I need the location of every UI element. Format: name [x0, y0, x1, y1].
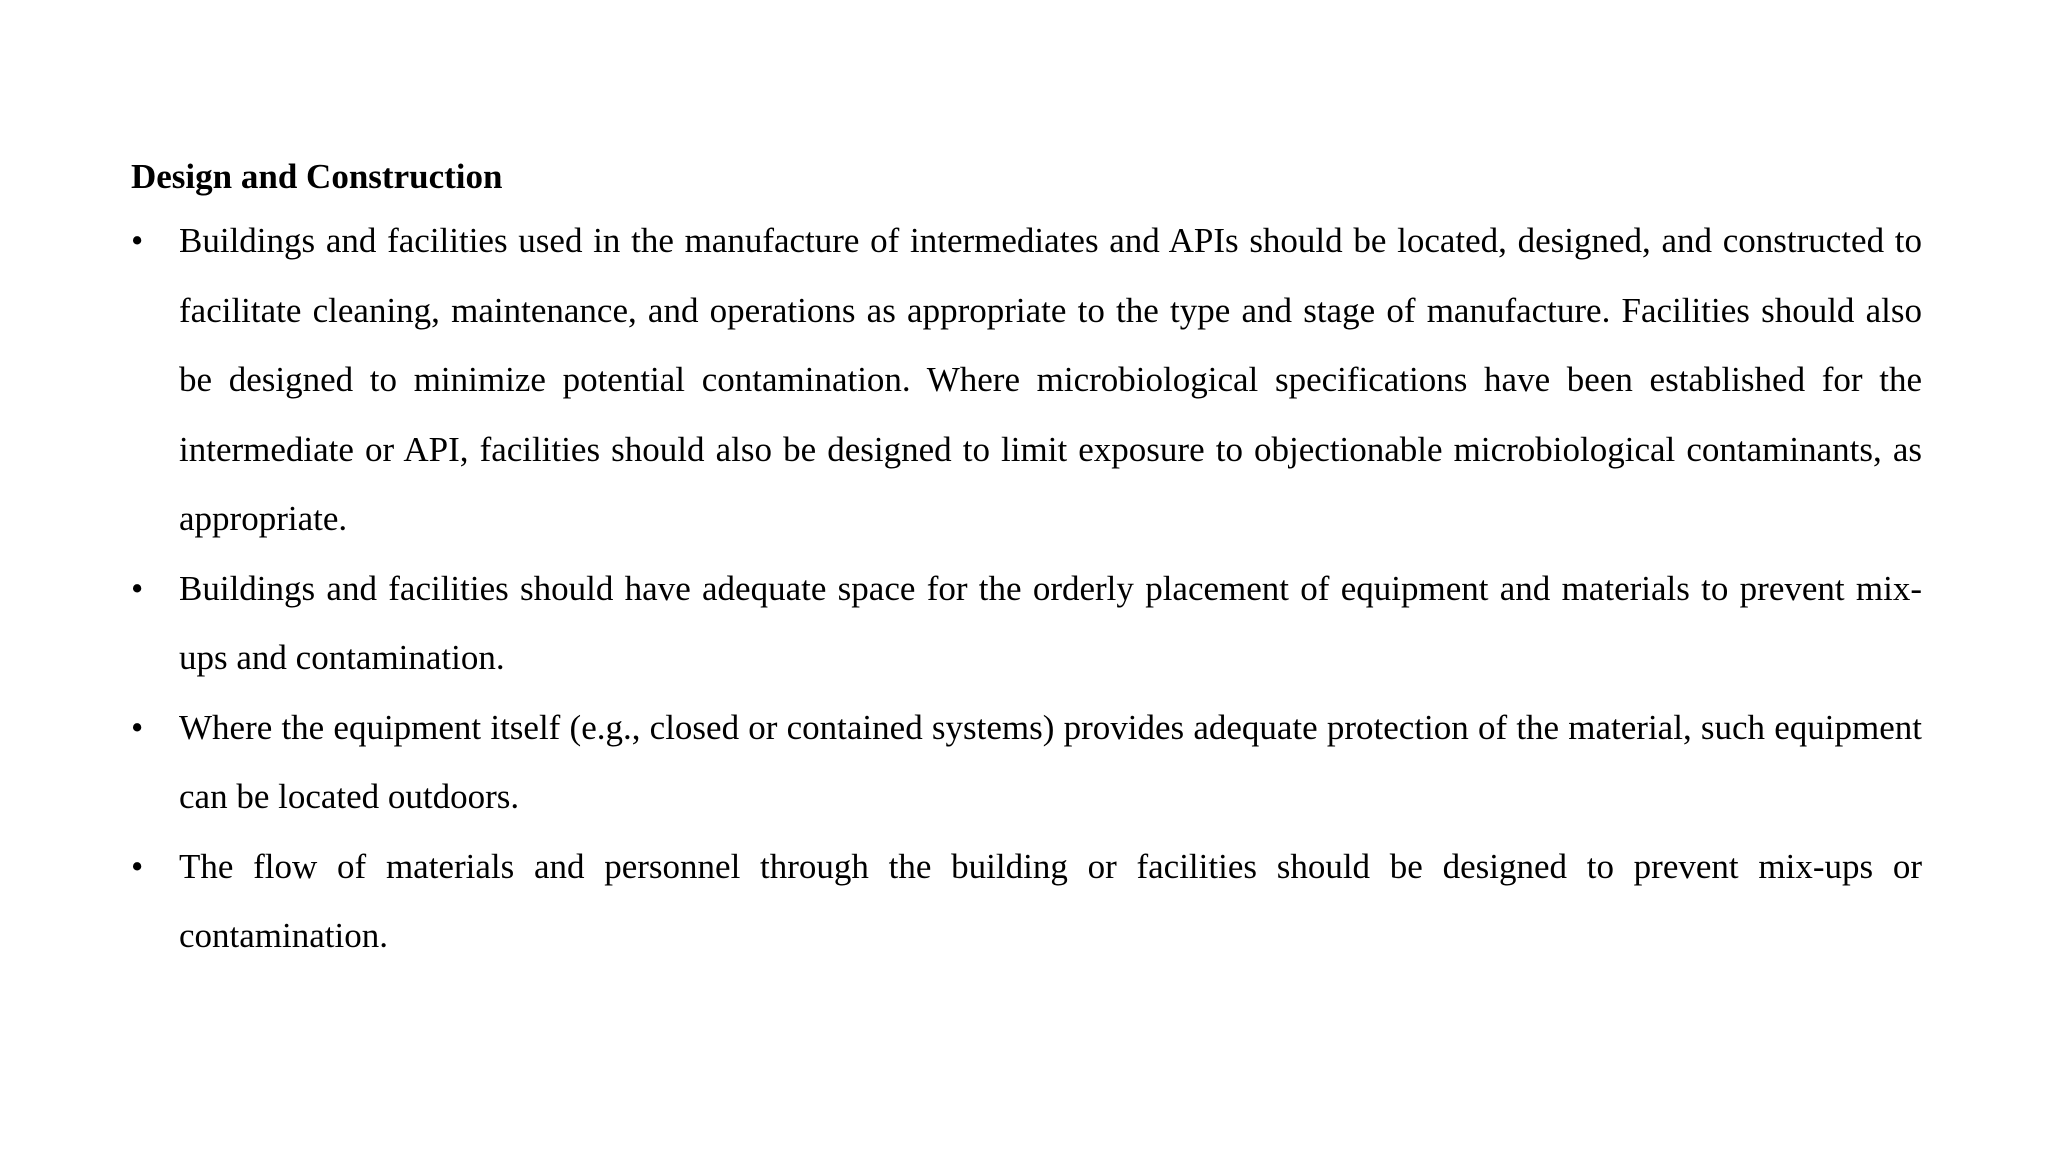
- bullet-item: [131, 554, 1922, 693]
- bullet-list: [131, 206, 1922, 971]
- section-heading: Design and Construction: [131, 157, 503, 196]
- bullet-text: Buildings and facilities used in the manufacture of intermediates and APIs should be located, designed, and constructed to facilitate cleaning, maintenance, and operations as appropriate to the type and stage of manufacture. Facilities should also be designed to minimize potential contamination. Where microbiological specifications have been established for the intermediate or API, facilities should also be designed to limit exposure to objectionable microbiological contaminants, as appropriate.: [179, 221, 1922, 538]
- bullet-icon: •: [131, 846, 144, 886]
- bullet-item: [131, 832, 1922, 971]
- bullet-item: [131, 206, 1922, 554]
- document-page: [131, 148, 1922, 971]
- bullet-text: The flow of materials and personnel through the building or facilities should be designed to prevent mix-ups or contamination.: [179, 846, 1922, 955]
- bullet-text: Where the equipment itself (e.g., closed or contained systems) provides adequate protection of the material, such equipment can be located outdoors.: [179, 707, 1922, 816]
- bullet-icon: •: [131, 707, 144, 747]
- bullet-text: Buildings and facilities should have adequate space for the orderly placement of equipment and materials to prevent mix-ups and contamination.: [179, 568, 1922, 677]
- bullet-icon: •: [131, 221, 144, 260]
- bullet-icon: •: [131, 568, 144, 608]
- bullet-item: [131, 693, 1922, 832]
